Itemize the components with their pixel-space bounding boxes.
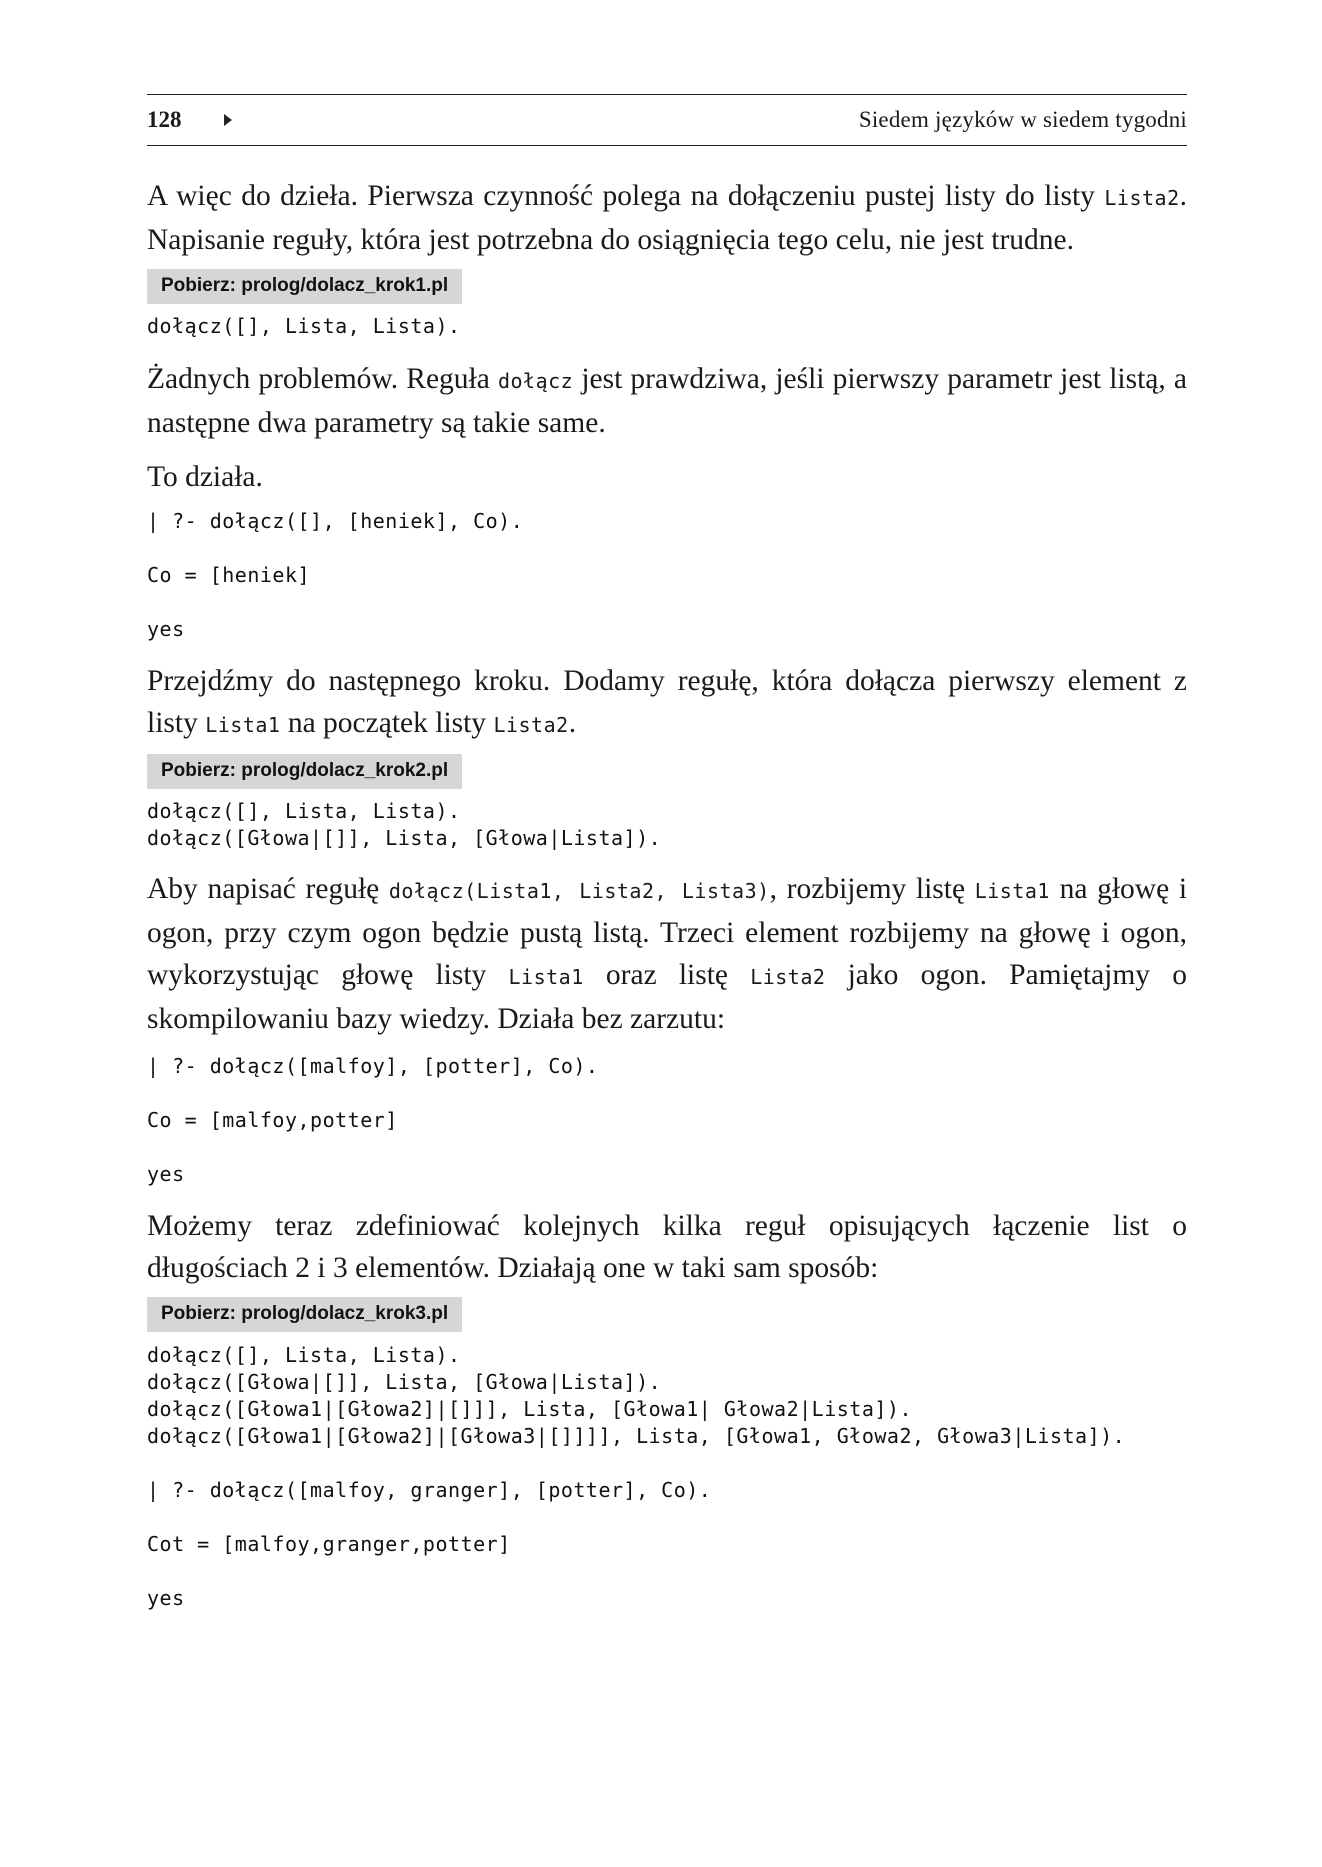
code-line: dołącz([Głowa1|[Głowa2]|[Głowa3|[]]]], Lista, [Głowa1, Głowa2, Głowa3|Lista]).	[147, 1424, 1126, 1448]
code-line: dołącz([Głowa|[]], Lista, [Głowa|Lista]).	[147, 1370, 662, 1394]
inline-code: Lista2	[493, 713, 569, 737]
code-line: Co = [malfoy,potter]	[147, 1108, 398, 1132]
code-block-2	[147, 508, 1187, 643]
inline-code: dołącz	[497, 369, 574, 393]
code-line: | ?- dołącz([malfoy], [potter], Co).	[147, 1054, 599, 1078]
running-header	[147, 94, 1187, 146]
book-page	[147, 94, 1187, 1612]
code-block-4	[147, 1053, 1187, 1188]
code-line: dołącz([], Lista, Lista).	[147, 799, 461, 823]
code-line: yes	[147, 1162, 185, 1186]
download-label: Pobierz: prolog/dolacz_krok2.pl	[147, 754, 462, 789]
code-line: dołącz([Głowa|[]], Lista, [Głowa|Lista]).	[147, 826, 662, 850]
code-line: yes	[147, 1586, 185, 1610]
download-label: Pobierz: prolog/dolacz_krok3.pl	[147, 1297, 462, 1332]
code-line: Cot = [malfoy,granger,potter]	[147, 1532, 511, 1556]
code-line: | ?- dołącz([], [heniek], Co).	[147, 509, 524, 533]
code-line: dołącz([], Lista, Lista).	[147, 1343, 461, 1367]
inline-code: Lista1	[974, 879, 1050, 903]
inline-code: Lista2	[1104, 186, 1180, 210]
code-line: yes	[147, 617, 185, 641]
inline-code: Lista1	[205, 713, 281, 737]
code-line: Co = [heniek]	[147, 563, 311, 587]
inline-code: Lista2	[750, 965, 826, 989]
paragraph-2: Żadnych problemów. Reguła dołącz jest prawdziwa, jeśli pierwszy parametr jest listą, a następne dwa parametry są takie same.	[147, 363, 1187, 439]
book-title: Siedem języków w siedem tygodni	[858, 107, 1187, 132]
paragraph-6: Możemy teraz zdefiniować kolejnych kilka reguł opisujących łączenie list o długościach 2 i 3 elementów. Działają one w taki sam sposób:	[147, 1210, 1187, 1284]
paragraph-4: Przejdźmy do następnego kroku. Dodamy regułę, która dołącza pierwszy element z listy Lista1 na początek listy Lista2.	[147, 665, 1187, 739]
code-line: | ?- dołącz([malfoy, granger], [potter], Co).	[147, 1478, 712, 1502]
code-block-5	[147, 1342, 1187, 1612]
code-block-3	[147, 798, 1187, 852]
paragraph-5: Aby napisać regułę dołącz(Lista1, Lista2, Lista3), rozbijemy listę Lista1 na głowę i ogon, przy czym ogon będzie pustą listą. Trzeci element rozbijemy na głowę i ogon, wykorzystując głowę listy Lista1 oraz listę Lista2 jako ogon. Pamiętajmy o skompilowaniu bazy wiedzy. Działa bez zarzutu:	[147, 873, 1188, 1035]
paragraph-3: To działa.	[147, 461, 263, 493]
code-line: dołącz([], Lista, Lista).	[147, 314, 461, 338]
triangle-marker-icon	[224, 114, 232, 126]
page-number: 128	[147, 107, 182, 132]
inline-code: dołącz(Lista1, Lista2, Lista3)	[388, 879, 770, 903]
code-line: dołącz([Głowa1|[Głowa2]|[]]], Lista, [Głowa1| Głowa2|Lista]).	[147, 1397, 913, 1421]
paragraph-1: A więc do dzieła. Pierwsza czynność polega na dołączeniu pustej listy do listy Lista2. Napisanie reguły, która jest potrzebna do osiągnięcia tego celu, nie jest trudne.	[147, 180, 1187, 256]
inline-code: Lista1	[508, 965, 584, 989]
code-block-1	[147, 313, 1187, 340]
download-label: Pobierz: prolog/dolacz_krok1.pl	[147, 269, 462, 304]
